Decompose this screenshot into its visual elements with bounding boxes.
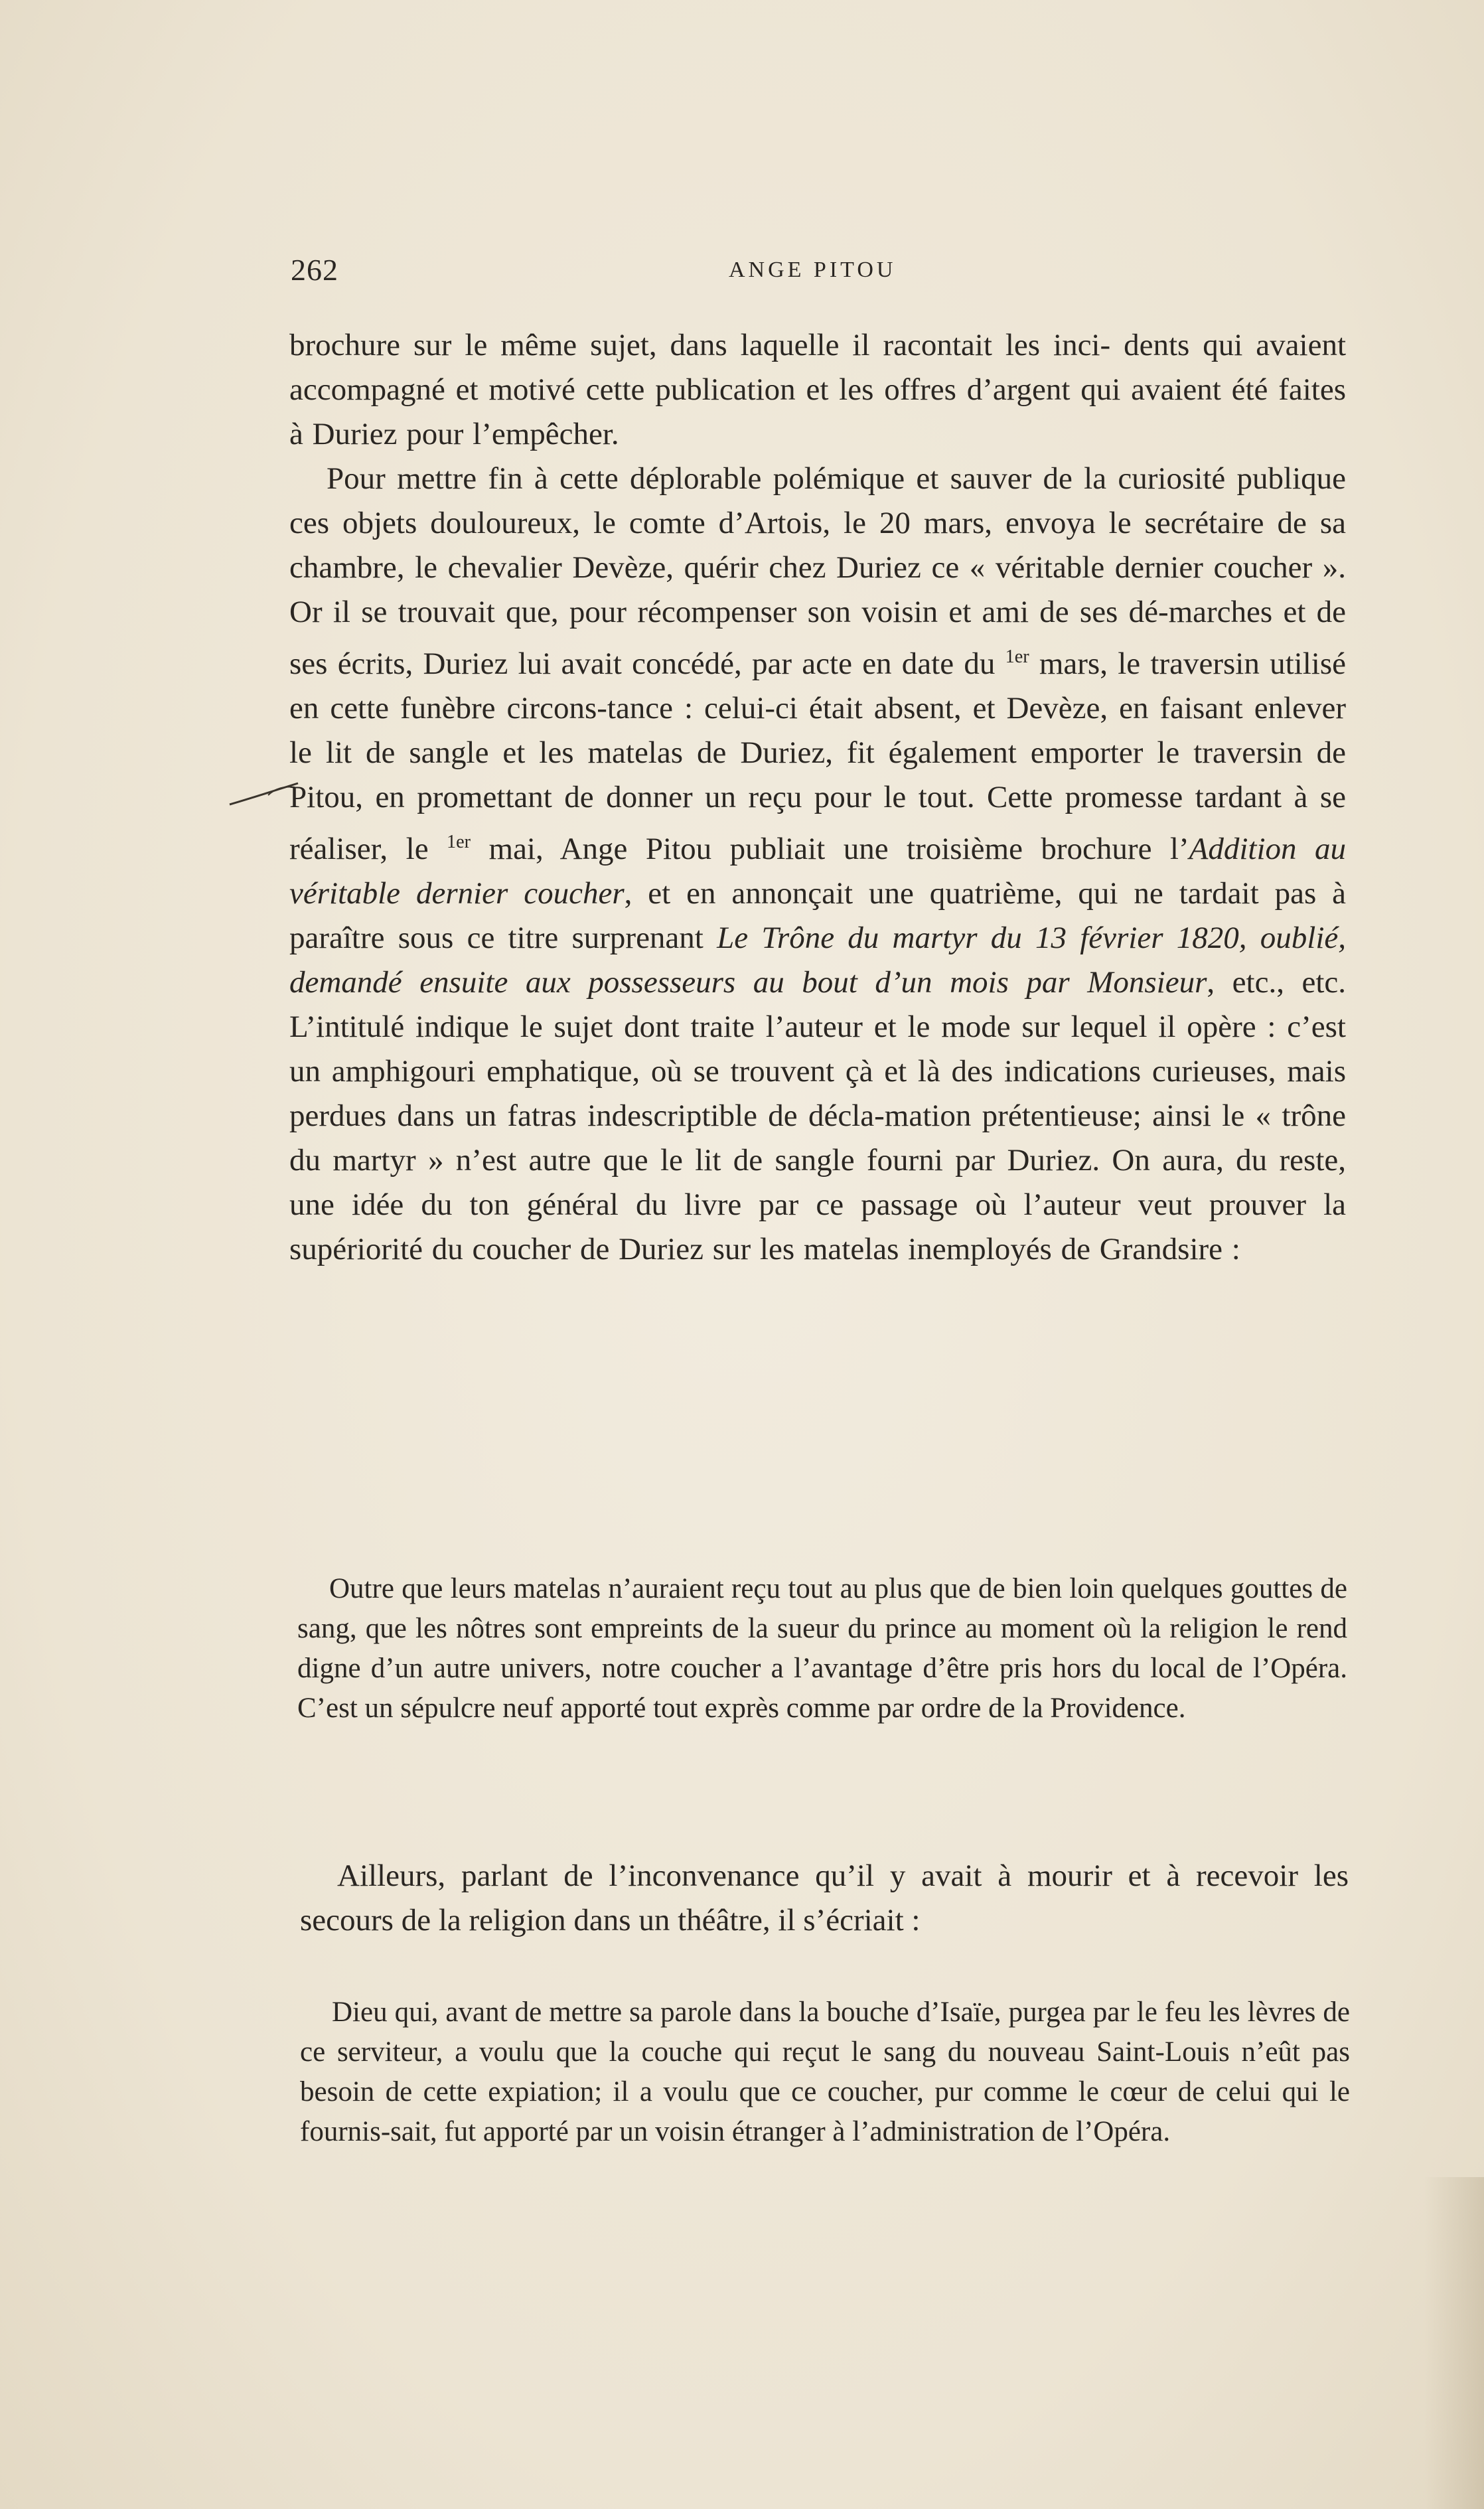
text-run: , etc., etc. L’intitulé indique le sujet dont traite l’auteur et le mode sur lequel il opère : c’est un amphigouri emphatique, où se trouvent çà et là des indications curieuses, mais perdues dans un fatras indescriptible de décla-mation prétentieuse; ainsi le « trône du martyr » n’est autre que le lit de sangle fourni par Duriez. On aura, du reste, une idée du ton général du livre par ce passage où l’auteur veut prouver la supériorité du coucher de Duriez sur les matelas inemployés de Grandsire : <box>289 964 1347 1266</box>
paragraph-line: dents qui avaient accompagné et motivé cette publication et les <box>289 328 1347 407</box>
text-run: mai, Ange Pitou publiait une troisième brochure l’ <box>471 831 1189 866</box>
page-number: 262 <box>291 253 338 287</box>
superscript: 1er <box>1005 646 1029 667</box>
paragraph-line: offres d’argent qui avaient été faites à Duriez pour l’empêcher. <box>289 372 1346 451</box>
page-header <box>291 252 1353 292</box>
quote-text: Dieu qui, avant de mettre sa parole dans la bouche d’Isaïe, purgea par le feu les lèvres de ce serviteur, a voulu que la couche qui reçut le sang du nouveau Saint-Louis n’eût pas besoin de cette expiation; il a voulu que ce coucher, pur comme le cœur de celui qui le fournis-sait, fut apporté par un voisin étranger à l’administration de l’Opéra. <box>300 1997 1350 2147</box>
page-edge-stain <box>1424 2177 1484 2509</box>
paragraph-line: brochure sur le même sujet, dans laquelle il racontait les inci- <box>289 328 1124 362</box>
main-text-continued <box>300 1854 1349 1943</box>
text-run: mars, le traversin utilisé en cette funèbre circons-tance : celui-ci était absent, et Devèze, en faisant enlever le lit de sangle et les matelas de Duriez, fit également emporter le traversin de Pitou, en promettant de donner un reçu pour le tout. Cette promesse tardant à se réaliser, le <box>289 646 1346 866</box>
block-quote <box>300 1993 1350 2152</box>
italic-title: Addition au véritable dernier coucher <box>289 831 1346 911</box>
main-text <box>289 323 1346 1272</box>
italic-title: Le Trône du martyr du 13 février 1820, oublié, demandé ensuite aux possesseurs au bout d’un mois par Monsieur <box>289 920 1346 1000</box>
quote-text: Outre que leurs matelas n’auraient reçu tout au plus que de bien loin quelques gouttes de sang, que les nôtres sont empreints de la sueur du prince au moment où la religion le rend digne d’un autre univers, notre coucher a l’avantage d’être pris hors du local de l’Opéra. C’est un sépulcre neuf apporté tout exprès comme par ordre de la Providence. <box>297 1573 1347 1724</box>
text-run: Pour mettre fin à cette déplorable polémique et sauver de la curiosité publique ces objets douloureux, le comte d’Artois, le 20 mars, envoya le secrétaire de sa chambre, le chevalier Devèze, quérir chez Duriez ce « véritable dernier coucher ». Or il se trouvait que, pour récompenser son voisin et ami de ses dé-marches et de ses écrits, Duriez lui avait concédé, par acte en date du <box>289 461 1346 681</box>
text-run: , et en annonçait une quatrième, qui ne tardait pas à paraître sous ce titre surprenant <box>289 875 1347 955</box>
paragraph-continued <box>289 323 1346 457</box>
running-head: ANGE PITOU <box>729 258 897 282</box>
paragraph <box>289 457 1346 1272</box>
paragraph: Ailleurs, parlant de l’inconvenance qu’il y avait à mourir et à recevoir les secours de la religion dans un théâtre, il s’écriait : <box>300 1859 1349 1938</box>
superscript: 1er <box>447 831 471 852</box>
block-quote <box>297 1569 1347 1728</box>
